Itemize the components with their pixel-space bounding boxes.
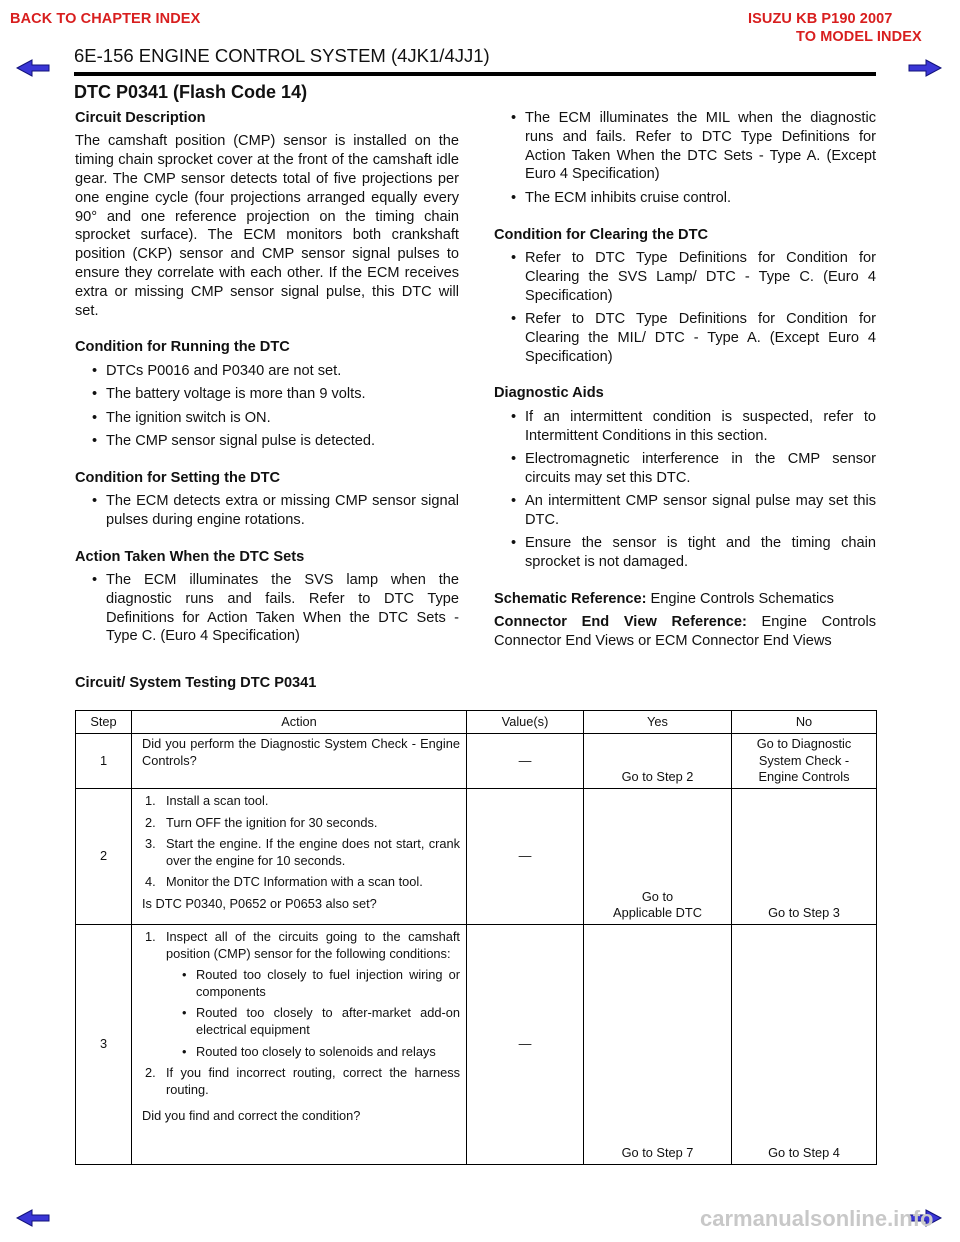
header-step: Step xyxy=(76,711,132,734)
step-cell: 1 xyxy=(76,734,132,789)
action-heading: Action Taken When the DTC Sets xyxy=(75,548,305,565)
step-question: Is DTC P0340, P0652 or P0653 also set? xyxy=(142,895,377,911)
table-header-row xyxy=(76,711,877,734)
diagnostic-table xyxy=(75,710,877,1165)
left-column xyxy=(75,109,459,646)
table-row xyxy=(76,925,877,1165)
circuit-description-text: The camshaft position (CMP) sensor is installed on the timing chain sprocket cover at the front of the camshaft idle gear. The CMP sensor detects total of five projections per one engine cycle (four projections arranged equally every 90° and one reference projection on the timing chain sprocket surface). The ECM monitors both crankshaft position (CKP) sensor and CMP sensor signal pulses to ensure they correlate with each other. If the ECM receives extra or missing CMP sensor signal pulse, this DTC will set. xyxy=(75,133,459,319)
no-cell: Go to Diagnostic System Check - Engine Controls xyxy=(732,734,877,789)
step-question: Did you find and correct the condition? xyxy=(142,1108,361,1124)
right-column xyxy=(494,109,876,651)
no-cell: Go to Step 3 xyxy=(732,789,877,925)
list-item: 2. If you find incorrect routing, correct the harness routing. xyxy=(145,1065,460,1097)
step-cell: 2 xyxy=(76,789,132,925)
sub-list-item: • Routed too closely to solenoids and relays xyxy=(132,1044,460,1061)
dtc-title: DTC P0341 (Flash Code 14) xyxy=(74,82,308,102)
list-item: • If an intermittent condition is suspected, refer to Intermittent Conditions in this section. xyxy=(494,408,876,446)
diagnostic-aids-heading: Diagnostic Aids xyxy=(494,385,604,402)
action-cell: Did you perform the Diagnostic System Check - Engine Controls? xyxy=(132,734,467,789)
table-row xyxy=(76,734,877,789)
setting-heading: Condition for Setting the DTC xyxy=(75,469,281,486)
previous-page-arrow-icon[interactable] xyxy=(16,58,50,78)
testing-heading: Circuit/ System Testing DTC P0341 xyxy=(75,675,317,691)
list-item: • The ECM illuminates the MIL when the diagnostic runs and fails. Refer to DTC Type Definitions for Action Taken When the DTC Sets - Type A. (Except Euro 4 Specification) xyxy=(494,109,876,184)
list-item: • Electromagnetic interference in the CMP sensor circuits may set this DTC. xyxy=(494,450,876,488)
list-item: • The ECM detects extra or missing CMP sensor signal pulses during engine rotations. xyxy=(75,492,459,530)
connector-reference-value: Engine Controls Connector End Views or ECM Connector End Views xyxy=(494,614,876,650)
value-cell: — xyxy=(467,734,584,789)
back-to-chapter-link[interactable]: BACK TO CHAPTER INDEX xyxy=(10,11,201,27)
header-rule xyxy=(74,72,876,76)
list-item: • The battery voltage is more than 9 volts. xyxy=(75,385,459,404)
list-item: • Ensure the sensor is tight and the timing chain sprocket is not damaged. xyxy=(494,534,876,572)
no-cell: Go to Step 4 xyxy=(732,925,877,1165)
watermark: carmanualsonline.info xyxy=(700,1206,934,1231)
to-model-index-link[interactable]: TO MODEL INDEX xyxy=(796,29,922,45)
schematic-reference-label: Schematic Reference: xyxy=(494,590,647,607)
value-cell: — xyxy=(467,925,584,1165)
schematic-reference xyxy=(494,590,876,609)
list-item: • An intermittent CMP sensor signal pulse may set this DTC. xyxy=(494,492,876,530)
page-header-title: 6E-156 ENGINE CONTROL SYSTEM (4JK1/4JJ1) xyxy=(74,45,490,66)
connector-reference-label: Connector End View Reference: xyxy=(494,614,747,631)
value-cell: — xyxy=(467,789,584,925)
circuit-description-heading: Circuit Description xyxy=(75,110,206,126)
list-item: 4. Monitor the DTC Information with a scan tool. xyxy=(145,874,423,890)
header-values: Value(s) xyxy=(467,711,584,734)
action-cell xyxy=(132,925,467,1165)
clearing-heading: Condition for Clearing the DTC xyxy=(494,226,709,243)
action-cell xyxy=(132,789,467,925)
list-item: • Refer to DTC Type Definitions for Condition for Clearing the MIL/ DTC - Type A. (Except Euro 4 Specification) xyxy=(494,310,876,366)
list-item: 1. Install a scan tool. xyxy=(145,793,269,808)
sub-list-item: • Routed too closely to fuel injection wiring or components xyxy=(132,967,460,1000)
yes-cell: Go to Step 2 xyxy=(584,734,732,789)
previous-page-arrow-icon[interactable] xyxy=(16,1208,50,1228)
header-no: No xyxy=(732,711,877,734)
yes-cell: Go to Applicable DTC xyxy=(584,789,732,925)
yes-cell: Go to Step 7 xyxy=(584,925,732,1165)
step-cell: 3 xyxy=(76,925,132,1165)
connector-reference xyxy=(494,613,876,651)
next-page-arrow-icon[interactable] xyxy=(908,58,942,78)
list-item: • DTCs P0016 and P0340 are not set. xyxy=(75,362,459,381)
sub-list-item: • Routed too closely to after-market add-on electrical equipment xyxy=(132,1005,460,1038)
table-row xyxy=(76,789,877,925)
list-item: • The ECM inhibits cruise control. xyxy=(494,189,876,208)
list-item: • The ECM illuminates the SVS lamp when the diagnostic runs and fails. Refer to DTC Type Definitions for Action Taken When the DTC Sets - Type C. (Euro 4 Specification) xyxy=(75,571,459,646)
header-action: Action xyxy=(132,711,467,734)
header-yes: Yes xyxy=(584,711,732,734)
schematic-reference-value: Engine Controls Schematics xyxy=(646,590,834,607)
running-heading: Condition for Running the DTC xyxy=(75,339,290,356)
list-item: • The CMP sensor signal pulse is detected. xyxy=(75,432,459,451)
list-item: • Refer to DTC Type Definitions for Condition for Clearing the SVS Lamp/ DTC - Type C. (Euro 4 Specification) xyxy=(494,249,876,305)
list-item: 3. Start the engine. If the engine does not start, crank over the engine for 10 seconds. xyxy=(145,836,460,868)
list-item: 2. Turn OFF the ignition for 30 seconds. xyxy=(145,814,378,830)
list-item: • The ignition switch is ON. xyxy=(75,409,459,428)
list-item: 1. Inspect all of the circuits going to the camshaft position (CMP) sensor for the following conditions: xyxy=(145,929,460,961)
model-name-link[interactable]: ISUZU KB P190 2007 xyxy=(748,11,893,27)
